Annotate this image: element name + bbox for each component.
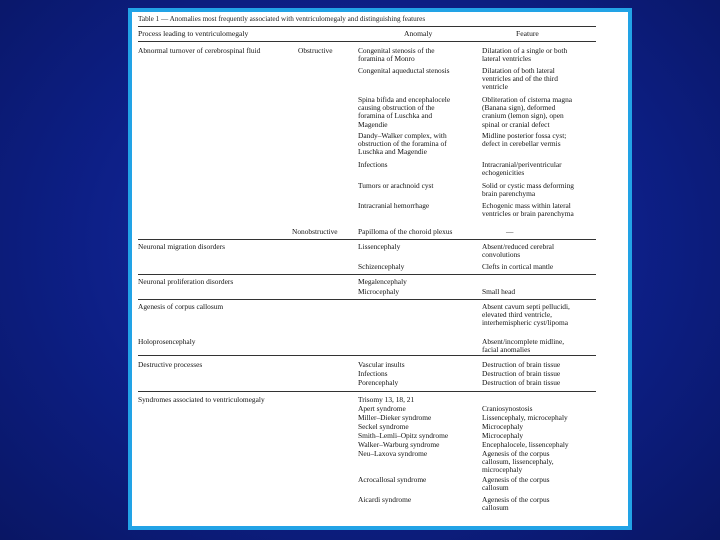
feature-cell: Clefts in cortical mantle [482,262,554,271]
group-rule [138,239,596,240]
feature-cell: Dilatation of both lateral ventricles and of the third ventricle [482,66,558,92]
feature-cell: Solid or cystic mass deforming brain parenchyma [482,181,574,199]
process-cell: Neuronal proliferation disorders [138,277,234,286]
anomaly-cell: Infections [358,369,388,378]
feature-cell: — [506,227,514,236]
anomaly-cell: Schizencephaly [358,262,405,271]
group-rule [138,355,596,356]
header-feature: Feature [516,29,539,38]
anomaly-cell: Dandy–Walker complex, with obstruction of the foramina of Luschka and Magendie [358,131,447,157]
header-rule [138,41,596,42]
feature-cell: Lissencephaly, microcephaly [482,413,568,422]
anomaly-cell: Aicardi syndrome [358,495,412,504]
document-page [132,12,628,526]
group-rule [138,274,596,275]
process-cell: Abnormal turnover of cerebrospinal fluid [138,46,261,55]
feature-cell: Obliteration of cisterna magna (Banana sign), deformed cranium (lemon sign), open spinal or cranial defect [482,95,573,129]
anomaly-cell: Neu–Laxova syndrome [358,449,428,458]
anomaly-cell: Microcephaly [358,287,400,296]
anomaly-cell: Apert syndrome [358,404,406,413]
feature-cell: Agenesis of the corpus callosum [482,495,550,513]
process-cell: Holoprosencephaly [138,337,196,346]
anomaly-cell: Vascular insults [358,360,405,369]
feature-cell: Dilatation of a single or both lateral ventricles [482,46,568,64]
anomaly-cell: Tumors or arachnoid cyst [358,181,434,190]
process-cell: Agenesis of corpus callosum [138,302,224,311]
anomaly-cell: Lissencephaly [358,242,401,251]
subtype-cell: Obstructive [298,46,333,55]
feature-cell: Absent cavum septi pellucidi, elevated third ventricle, interhemispheric cyst/lipoma [482,302,570,328]
header-process: Process leading to ventriculomegaly [138,29,249,38]
anomaly-cell: Porencephaly [358,378,399,387]
subtype-cell: Nonobstructive [292,227,338,236]
feature-cell: Destruction of brain tissue [482,369,561,378]
slide-frame [128,8,632,530]
feature-cell: Destruction of brain tissue [482,378,561,387]
group-rule [138,299,596,300]
process-cell: Destructive processes [138,360,203,369]
feature-cell: Echogenic mass within lateral ventricles or brain parenchyma [482,201,574,219]
anomaly-cell: Seckel syndrome [358,422,409,431]
group-rule [138,391,596,392]
anomaly-cell: Infections [358,160,388,169]
table-caption: Table 1 — Anomalies most frequently associated with ventriculomegaly and distinguishing features [138,15,426,23]
feature-cell: Absent/reduced cerebral convolutions [482,242,555,260]
feature-cell: Microcephaly [482,431,524,440]
header-anomaly: Anomaly [404,29,433,38]
feature-cell: Microcephaly [482,422,524,431]
anomaly-cell: Miller–Dieker syndrome [358,413,432,422]
feature-cell: Agenesis of the corpus callosum [482,475,550,493]
feature-cell: Encephalocele, lissencephaly [482,440,569,449]
feature-cell: Midline posterior fossa cyst; defect in cerebellar vermis [482,131,567,149]
process-cell: Syndromes associated to ventriculomegaly [138,395,265,404]
feature-cell: Destruction of brain tissue [482,360,561,369]
anomaly-cell: Spina bifida and encephalocele causing obstruction of the foramina of Luschka and Magendie [358,95,451,129]
anomaly-cell: Smith–Lemli–Opitz syndrome [358,431,449,440]
feature-cell: Intracranial/periventricular echogenicities [482,160,562,178]
anomaly-cell: Intracranial hemorrhage [358,201,430,210]
anomaly-cell: Megalencephaly [358,277,407,286]
anomaly-cell: Papilloma of the choroid plexus [358,227,453,236]
anomaly-cell: Walker–Warburg syndrome [358,440,440,449]
anomaly-cell: Congenital stenosis of the foramina of Monro [358,46,435,64]
feature-cell: Absent/incomplete midline, facial anomalies [482,337,565,355]
anomaly-cell: Trisomy 13, 18, 21 [358,395,415,404]
feature-cell: Small head [482,287,516,296]
process-cell: Neuronal migration disorders [138,242,226,251]
table-top-rule [138,26,596,27]
feature-cell: Craniosynostosis [482,404,533,413]
anomaly-cell: Acrocallosal syndrome [358,475,427,484]
feature-cell: Agenesis of the corpus callosum, lissencephaly, microcephaly [482,449,554,475]
anomaly-cell: Congenital aqueductal stenosis [358,66,450,75]
